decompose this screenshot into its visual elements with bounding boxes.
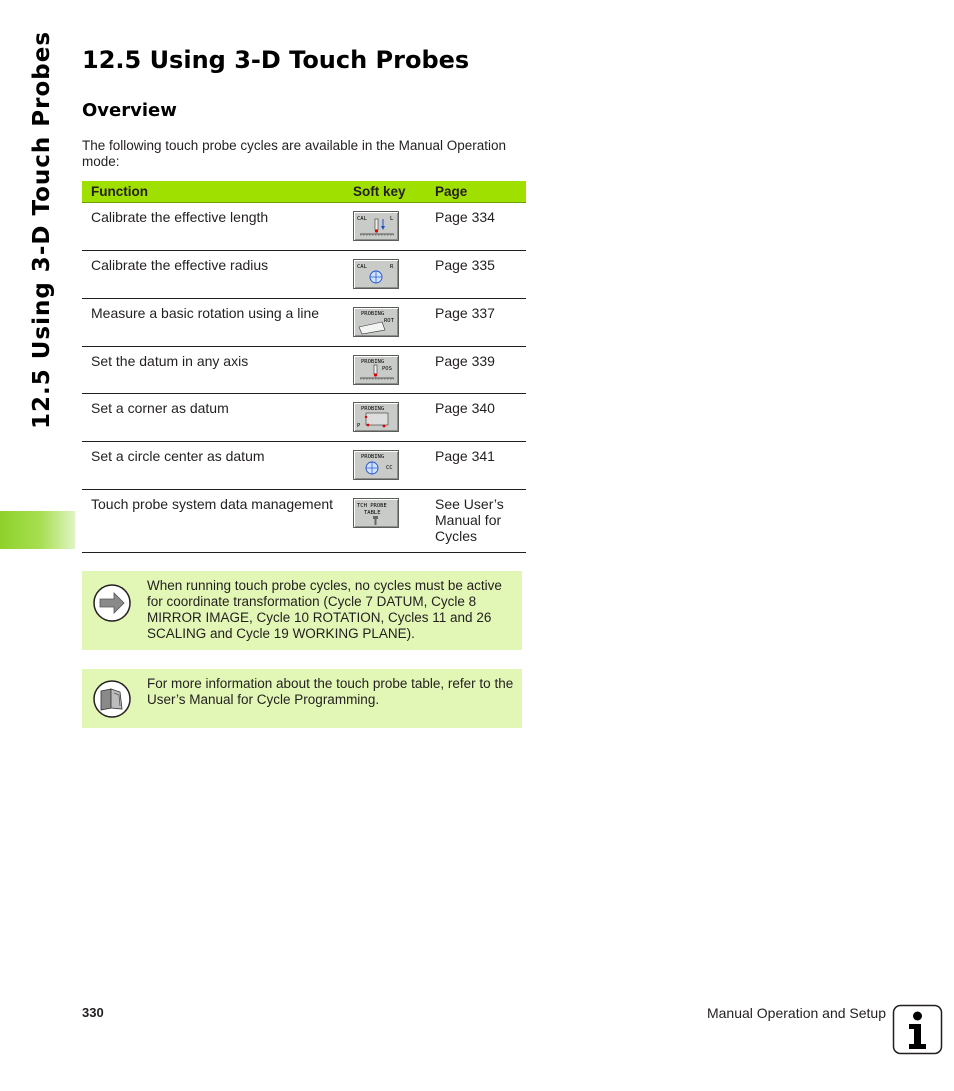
softkey-probing-p[interactable]: [353, 402, 399, 432]
note-text: When running touch probe cycles, no cycles must be active for coordinate transformation (Cycle 7 DATUM, Cycle 8 MIRROR IMAGE, Cycle 10 ROTATION, Cycles 11 and 26 SCALING and Cycle 19 WORKING PLANE).: [147, 578, 502, 641]
info-icon: [892, 1004, 943, 1055]
arrow-right-icon: [92, 583, 132, 623]
softkey-label: ROT: [384, 318, 394, 324]
table-row: [82, 203, 526, 251]
table-row: [82, 299, 526, 347]
softkey-label: L: [390, 216, 394, 222]
softkey-label: POS: [382, 366, 392, 372]
function-cell: Set the datum in any axis: [82, 347, 344, 394]
page-cell: Page 337: [426, 299, 526, 347]
function-cell: Measure a basic rotation using a line: [82, 299, 344, 347]
table-row: [82, 442, 526, 490]
header-softkey: Soft key: [344, 181, 426, 203]
softkey-cal-l[interactable]: [353, 211, 399, 241]
footer-section-title: Manual Operation and Setup: [706, 1005, 886, 1021]
side-title-text: 12.5 Using 3-D Touch Probes: [29, 30, 56, 430]
table-row: [82, 251, 526, 299]
section-title: Overview: [82, 100, 177, 121]
header-function: Function: [82, 181, 344, 203]
book-icon: [92, 679, 132, 719]
header-page: Page: [426, 181, 526, 203]
softkey-label: TABLE: [364, 510, 381, 516]
page-cell: See User’s Manual for Cycles: [426, 490, 526, 553]
page-cell: Page 335: [426, 251, 526, 299]
softkey-label: PROBING: [361, 359, 385, 365]
softkey-label: CC: [386, 465, 393, 471]
side-title: [22, 30, 62, 430]
chapter-tab: [0, 511, 75, 549]
table-row: [82, 347, 526, 394]
function-cell: Calibrate the effective length: [82, 203, 344, 251]
table-row: [82, 394, 526, 442]
softkey-label: CAL: [357, 216, 367, 222]
softkey-label: PROBING: [361, 406, 385, 412]
softkey-probing-cc[interactable]: [353, 450, 399, 480]
page-cell: Page 339: [426, 347, 526, 394]
function-cell: Set a circle center as datum: [82, 442, 344, 490]
touch-probe-cycle-table: [82, 181, 526, 553]
page-number: 330: [82, 1005, 104, 1020]
page-cell: Page 334: [426, 203, 526, 251]
function-cell: Calibrate the effective radius: [82, 251, 344, 299]
softkey-label: R: [390, 264, 394, 270]
softkey-probing-pos[interactable]: [353, 355, 399, 385]
note-text: For more information about the touch probe table, refer to the User’s Manual for Cycle Programming.: [147, 676, 514, 707]
softkey-label: PROBING: [361, 311, 385, 317]
table-row: [82, 490, 526, 553]
table-header-row: [82, 181, 526, 203]
intro-text: The following touch probe cycles are available in the Manual Operation mode:: [82, 138, 506, 169]
page-cell: Page 340: [426, 394, 526, 442]
softkey-tch-probe-table[interactable]: [353, 498, 399, 528]
page-title: 12.5 Using 3-D Touch Probes: [82, 46, 470, 74]
page-cell: Page 341: [426, 442, 526, 490]
softkey-cal-r[interactable]: [353, 259, 399, 289]
function-cell: Set a corner as datum: [82, 394, 344, 442]
note-box-reference: [82, 669, 522, 728]
note-box-cycles: [82, 571, 522, 650]
softkey-label: CAL: [357, 264, 367, 270]
softkey-label: TCH PROBE: [357, 503, 387, 509]
softkey-probing-rot[interactable]: [353, 307, 399, 337]
softkey-label: P: [357, 423, 361, 429]
function-cell: Touch probe system data management: [82, 490, 344, 553]
softkey-label: PROBING: [361, 454, 385, 460]
